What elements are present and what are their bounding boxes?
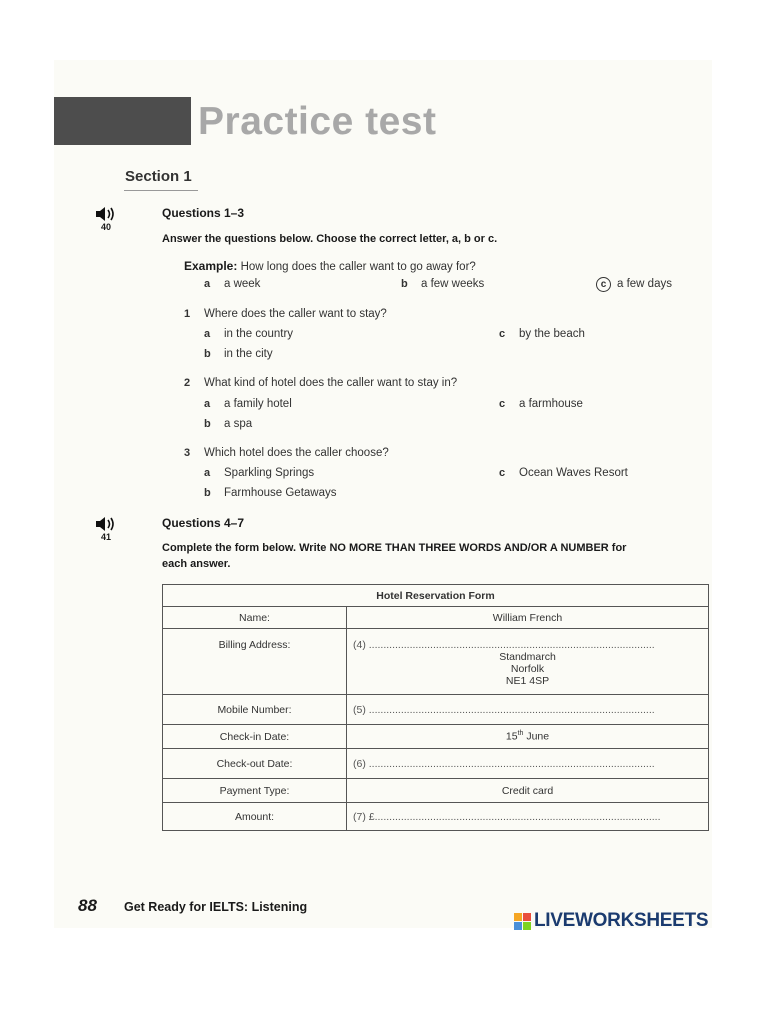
audio-track-40[interactable]: [93, 206, 119, 232]
mobile-number-value: [347, 695, 709, 725]
name-label: Name:: [163, 607, 347, 629]
answer-5-field[interactable]: (5) ..................................................................................................: [353, 703, 655, 716]
example-text: How long does the caller want to go away for?: [240, 261, 476, 273]
amount-value: [347, 803, 709, 831]
question-2-option-c[interactable]: c a farmhouse: [499, 398, 583, 410]
questions-4-7-instruction-line2: each answer.: [162, 558, 231, 570]
form-title: Hotel Reservation Form: [163, 585, 709, 607]
liveworksheets-logo[interactable]: [514, 910, 708, 932]
billing-line-1: Standmarch: [499, 651, 556, 663]
circled-answer: c: [596, 277, 611, 292]
question-1-option-b[interactable]: b in the city: [204, 348, 273, 360]
question-2: 2 What kind of hotel does the caller want to stay in?: [184, 377, 458, 389]
example-option-a: a a week: [204, 278, 261, 290]
section-heading: Section 1: [125, 168, 192, 185]
questions-4-7-instruction-line1: Complete the form below. Write NO MORE THAN THREE WORDS AND/OR A NUMBER for: [162, 542, 627, 554]
check-in-value: 15th June: [347, 725, 709, 749]
track-number: 41: [100, 532, 111, 542]
section-underline: [124, 190, 198, 191]
billing-line-3: NE1 4SP: [505, 675, 550, 687]
example-option-c-answer: c a few days: [596, 277, 672, 292]
check-out-value: [347, 749, 709, 779]
logo-icon: [514, 913, 531, 930]
question-3-option-b[interactable]: b Farmhouse Getaways: [204, 487, 337, 499]
title-bar: [54, 97, 191, 145]
question-1-option-c[interactable]: c by the beach: [499, 328, 585, 340]
book-title: Get Ready for IELTS: Listening: [124, 900, 308, 914]
check-out-label: Check-out Date:: [163, 749, 347, 779]
answer-4-field[interactable]: (4) ..................................................................................................: [353, 639, 655, 651]
question-2-option-a[interactable]: a a family hotel: [204, 398, 292, 410]
questions-4-7-heading: Questions 4–7: [162, 516, 245, 530]
page-number: 88: [78, 896, 97, 915]
question-3: 3 Which hotel does the caller choose?: [184, 447, 389, 459]
questions-1-3-instruction: Answer the questions below. Choose the correct letter, a, b or c.: [162, 233, 498, 245]
payment-type-label: Payment Type:: [163, 779, 347, 803]
question-3-option-a[interactable]: a Sparkling Springs: [204, 467, 315, 479]
example-question: [184, 259, 476, 273]
speaker-icon: [95, 516, 117, 532]
logo-text: LIVEWORKSHEETS: [534, 910, 709, 931]
track-number: 40: [100, 222, 111, 232]
billing-address-label: Billing Address:: [163, 629, 347, 695]
mobile-number-label: Mobile Number:: [163, 695, 347, 725]
hotel-reservation-form: [162, 584, 709, 831]
speaker-icon: [95, 206, 117, 222]
payment-type-value: Credit card: [347, 779, 709, 803]
question-1: 1 Where does the caller want to stay?: [184, 308, 387, 320]
audio-track-41[interactable]: [93, 516, 119, 542]
question-2-option-b[interactable]: b a spa: [204, 418, 253, 430]
answer-6-field[interactable]: (6) ..................................................................................................: [353, 757, 655, 770]
answer-7-field[interactable]: (7) £..................................................................................................: [353, 810, 661, 823]
billing-address-value: [347, 629, 709, 695]
example-option-b: b a few weeks: [401, 278, 485, 290]
billing-line-2: Norfolk: [510, 663, 545, 675]
question-3-option-c[interactable]: c Ocean Waves Resort: [499, 467, 628, 479]
example-label: Example:: [184, 259, 238, 273]
page-title: Practice test: [198, 100, 437, 143]
questions-1-3-heading: Questions 1–3: [162, 206, 245, 220]
amount-label: Amount:: [163, 803, 347, 831]
check-in-label: Check-in Date:: [163, 725, 347, 749]
question-1-option-a[interactable]: a in the country: [204, 328, 294, 340]
name-value: William French: [347, 607, 709, 629]
